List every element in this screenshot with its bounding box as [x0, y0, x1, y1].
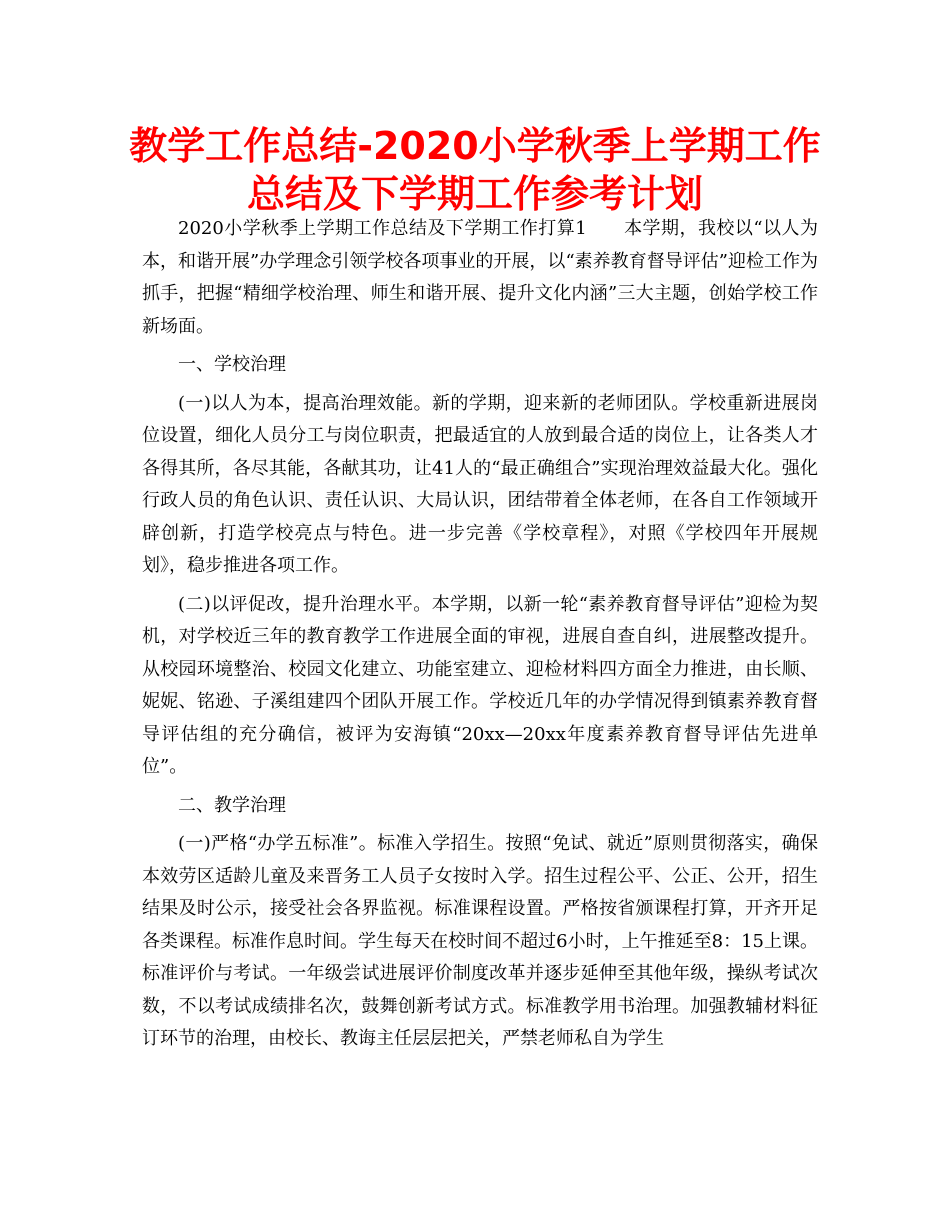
- paragraph-evaluation-reform: (二)以评促改，提升治理水平。本学期，以新一轮“素养教育督导评估”迎检为契机，对学校近三年的教育教学工作进展全面的审视，进展自查自纠，进展整改提升。从校园环境整治、校园文化建立、功能室建立、迎检材料四方面全力推进，由长顺、妮妮、铭逊、子溪组建四个团队开展工作。学校近几年的办学情况得到镇素养教育督导评估组的充分确信，被评为安海镇“20xx—20xx年度素养教育督导评估先进单位”。: [142, 593, 818, 777]
- paragraph-people-oriented: (一)以人为本，提高治理效能。新的学期，迎来新的老师团队。学校重新进展岗位设置，细化人员分工与岗位职责，把最适宜的人放到最合适的岗位上，让各类人才各得其所，各尽其能，各献其功，让41人的“最正确组合”实现治理效益最大化。强化行政人员的角色认识、责任认识、大局认识，团结带着全体老师，在各自工作领域开辟创新，打造学校亮点与特色。进一步完善《学校章程》，对照《学校四年开展规划》，稳步推进各项工作。: [142, 392, 818, 576]
- paragraph-five-standards: (一)严格“办学五标准”。标准入学招生。按照“免试、就近”原则贯彻落实，确保本效劳区适龄儿童及来晋务工人员子女按时入学。招生过程公平、公正、公开，招生结果及时公示，接受社会各界监视。标准课程设置。严格按省颁课程打算，开齐开足各类课程。标准作息时间。学生每天在校时间不超过6小时，上午推延至8：15上课。标准评价与考试。一年级尝试进展评价制度改革并逐步延伸至其他年级，操纵考试次数，不以考试成绩排名次，鼓舞创新考试方式。标准教学用书治理。加强教辅材料征订环节的治理，由校长、教诲主任层层把关，严禁老师私自为学生: [142, 833, 818, 1049]
- section-heading-teaching-management: 二、教学治理: [178, 794, 286, 816]
- section-heading-school-management: 一、学校治理: [178, 354, 286, 375]
- intro-paragraph: 2020小学秋季上学期工作总结及下学期工作打算1 本学期，我校以“以人为本，和谐开展”办学理念引领学校各项事业的开展，以“素养教育督导评估”迎检工作为抓手，把握“精细学校治理、师生和谐开展、提升文化内涵”三大主题，创始学校工作新场面。: [142, 218, 818, 337]
- document-title-line-1: 教学工作总结-2020小学秋季上学期工作: [129, 124, 821, 168]
- document-title-line-2: 总结及下学期工作参考计划: [246, 172, 703, 216]
- document-body: [142, 213, 818, 1056]
